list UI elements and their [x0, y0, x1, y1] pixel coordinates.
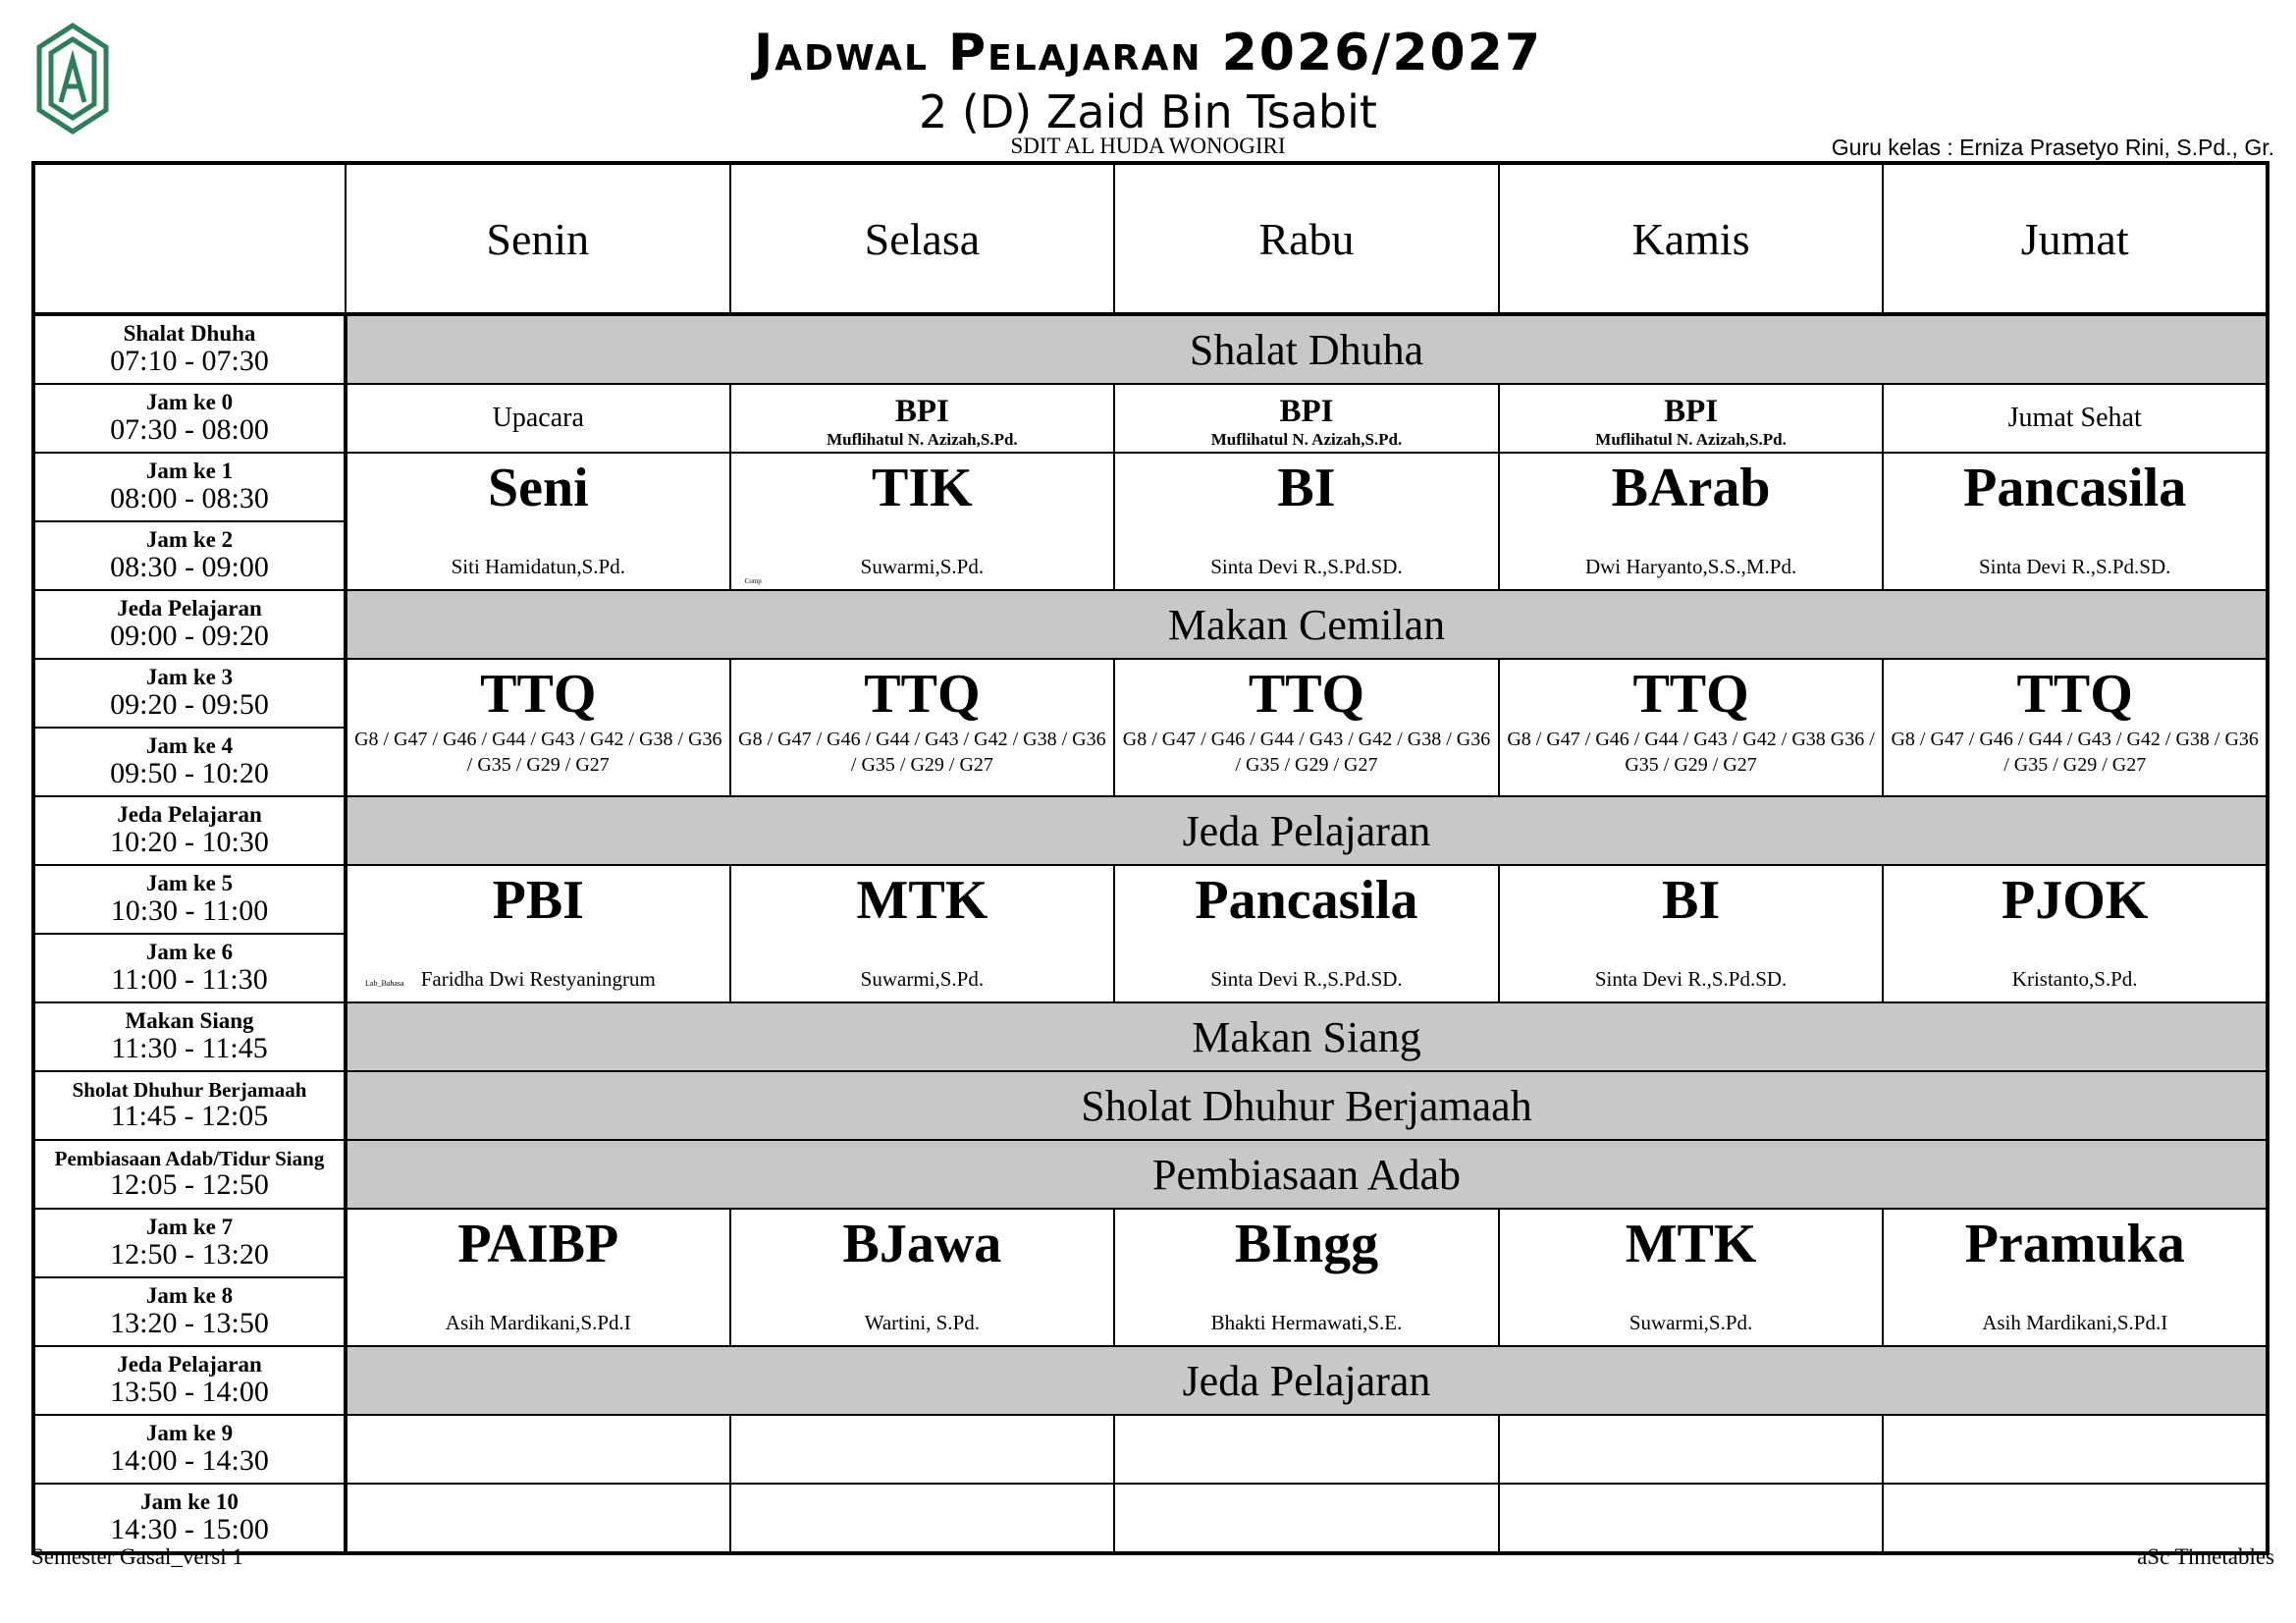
day-header-row: [33, 163, 2268, 314]
break-cell: Sholat Dhuhur Berjamaah: [346, 1071, 2268, 1140]
teacher-label: Muflihatul N. Azizah,S.Pd.: [827, 430, 1018, 449]
page-title: Jadwal Pelajaran 2026/2027: [753, 24, 1543, 82]
subject-label: BPI: [1664, 394, 1719, 429]
teacher-label: Sinta Devi R.,S.Pd.SD.: [1210, 967, 1403, 991]
lesson-cell: [1883, 384, 2268, 453]
lesson-cell: [346, 659, 730, 796]
teacher-label: Faridha Dwi Restyaningrum: [420, 967, 656, 991]
teacher-label: Wartini, S.Pd.: [864, 1311, 981, 1334]
lesson-cell: [346, 865, 730, 1002]
table-row: [33, 796, 2268, 865]
break-cell: Makan Siang: [346, 1002, 2268, 1071]
table-row: [33, 1071, 2268, 1140]
period-time: 07:10 - 07:30: [110, 345, 269, 378]
period-label: Jeda Pelajaran: [117, 802, 262, 828]
day-header: Kamis: [1499, 163, 1884, 314]
teacher-label: Dwi Haryanto,S.S.,M.Pd.: [1584, 555, 1797, 578]
groups-label: G8 / G47 / G46 / G44 / G43 / G42 / G38 / G36 / G35 / G29 / G27: [1891, 729, 2259, 776]
empty-cell: [1114, 1484, 1499, 1553]
lesson-cell: [730, 453, 1115, 590]
generator-credit: aSc Timetables: [2137, 1544, 2274, 1569]
teacher-label: Suwarmi,S.Pd.: [860, 555, 985, 578]
subject-label: BI: [1662, 870, 1721, 931]
period-time: 09:50 - 10:20: [110, 757, 269, 790]
groups-label: G8 / G47 / G46 / G44 / G43 / G42 / G38 / G36 / G35 / G29 / G27: [354, 729, 722, 776]
table-row: [33, 1140, 2268, 1209]
groups-label: G8 / G47 / G46 / G44 / G43 / G42 / G38 / G36 / G35 / G29 / G27: [1122, 729, 1491, 776]
table-row: [33, 659, 2268, 728]
teacher-label: Sinta Devi R.,S.Pd.SD.: [1210, 555, 1403, 578]
teacher-label: Sinta Devi R.,S.Pd.SD.: [1978, 555, 2171, 578]
period-time: 11:45 - 12:05: [110, 1100, 269, 1133]
table-row: [33, 384, 2268, 453]
lesson-cell: [1883, 865, 2268, 1002]
lesson-cell: [1114, 865, 1499, 1002]
period-label: Jeda Pelajaran: [117, 1352, 262, 1378]
teacher-label: Asih Mardikani,S.Pd.I: [445, 1311, 631, 1334]
teacher-label: Bhakti Hermawati,S.E.: [1210, 1311, 1403, 1334]
period-time: 13:50 - 14:00: [110, 1376, 269, 1409]
lesson-cell: [1114, 453, 1499, 590]
subject-label: MTK: [856, 870, 988, 931]
subject-label: TTQ: [480, 664, 597, 725]
subject-label: Pramuka: [1964, 1214, 2185, 1274]
time-cell: [33, 1484, 346, 1553]
break-cell: Jeda Pelajaran: [346, 796, 2268, 865]
subject-label: MTK: [1625, 1214, 1757, 1274]
period-label: Jam ke 5: [145, 871, 234, 896]
time-cell: [33, 590, 346, 659]
period-time: 12:50 - 13:20: [110, 1238, 269, 1271]
teacher-label: Asih Mardikani,S.Pd.I: [1982, 1311, 2168, 1334]
break-cell: Shalat Dhuha: [346, 314, 2268, 384]
time-cell: [33, 521, 346, 590]
teacher-label: Sinta Devi R.,S.Pd.SD.: [1594, 967, 1788, 991]
subject-label: Pancasila: [1963, 458, 2187, 518]
subject-label: TTQ: [864, 664, 981, 725]
subject-label: TTQ: [2016, 664, 2133, 725]
lesson-cell: [1114, 659, 1499, 796]
empty-cell: [346, 1415, 730, 1484]
table-row: [33, 453, 2268, 521]
teacher-label: Kristanto,S.Pd.: [2011, 967, 2138, 991]
period-time: 11:30 - 11:45: [111, 1032, 268, 1065]
period-label: Jam ke 9: [145, 1421, 234, 1446]
day-header: Jumat: [1883, 163, 2268, 314]
period-label: Jam ke 4: [145, 733, 234, 759]
time-cell: [33, 1209, 346, 1277]
time-cell: [33, 1346, 346, 1415]
lesson-cell: [730, 865, 1115, 1002]
lesson-cell: [1499, 1209, 1884, 1346]
subject-label: BIngg: [1234, 1214, 1379, 1274]
time-cell: [33, 1140, 346, 1209]
time-cell: [33, 314, 346, 384]
empty-cell: [1114, 1415, 1499, 1484]
lesson-cell: [730, 384, 1115, 453]
empty-cell: [346, 1484, 730, 1553]
table-row: [33, 1002, 2268, 1071]
break-cell: Pembiasaan Adab: [346, 1140, 2268, 1209]
period-time: 14:00 - 14:30: [110, 1444, 269, 1478]
subject-label: BPI: [1279, 394, 1334, 429]
time-cell: [33, 728, 346, 796]
homeroom-teacher: Guru kelas : Erniza Prasetyo Rini, S.Pd., Gr.: [1831, 135, 2274, 160]
empty-cell: [730, 1415, 1115, 1484]
lesson-cell: [1114, 1209, 1499, 1346]
time-cell: [33, 453, 346, 521]
table-row: [33, 1415, 2268, 1484]
timetable: [31, 161, 2269, 1555]
table-row: [33, 590, 2268, 659]
period-time: 07:30 - 08:00: [110, 413, 269, 447]
day-header: Senin: [346, 163, 730, 314]
period-time: 08:30 - 09:00: [110, 551, 269, 584]
table-row: [33, 1346, 2268, 1415]
empty-cell: [730, 1484, 1115, 1553]
period-label: Jam ke 1: [145, 459, 234, 484]
subject-label: TTQ: [1248, 664, 1365, 725]
subject-label: BPI: [894, 394, 949, 429]
subject-label: PBI: [492, 870, 584, 931]
time-cell: [33, 659, 346, 728]
period-label: Pembiasaan Adab/Tidur Siang: [54, 1147, 325, 1171]
subject-label: Seni: [487, 458, 589, 518]
lesson-cell: [1883, 453, 2268, 590]
room-label: Comp: [744, 577, 762, 585]
period-time: 10:20 - 10:30: [110, 826, 269, 859]
lesson-cell: [1883, 659, 2268, 796]
subject-label: Jumat Sehat: [2007, 403, 2142, 433]
teacher-label: Suwarmi,S.Pd.: [860, 967, 985, 991]
lesson-cell: [1114, 384, 1499, 453]
period-label: Sholat Dhuhur Berjamaah: [72, 1078, 307, 1103]
empty-cell: [1883, 1415, 2268, 1484]
teacher-label: Siti Hamidatun,S.Pd.: [451, 555, 625, 578]
subject-label: TTQ: [1632, 664, 1749, 725]
day-header: Rabu: [1114, 163, 1499, 314]
period-time: 08:00 - 08:30: [110, 482, 269, 515]
room-label: Lab_Bahasa: [365, 979, 404, 988]
lesson-cell: [346, 1209, 730, 1346]
period-label: Jam ke 6: [145, 940, 234, 965]
subject-label: PAIBP: [457, 1214, 619, 1274]
empty-cell: [1499, 1484, 1884, 1553]
time-cell: [33, 1277, 346, 1346]
period-label: Jam ke 2: [145, 527, 234, 553]
school-name: SDIT AL HUDA WONOGIRI: [1010, 134, 1286, 158]
lesson-cell: [730, 659, 1115, 796]
lesson-cell: [730, 1209, 1115, 1346]
groups-label: G8 / G47 / G46 / G44 / G43 / G42 / G38 / G36 / G35 / G29 / G27: [738, 729, 1106, 776]
teacher-label: Suwarmi,S.Pd.: [1629, 1311, 1753, 1334]
lesson-cell: [1499, 659, 1884, 796]
period-time: 13:20 - 13:50: [110, 1307, 269, 1340]
subject-label: BJawa: [842, 1214, 1002, 1274]
lesson-cell: [1499, 384, 1884, 453]
day-header: Selasa: [730, 163, 1115, 314]
break-cell: Makan Cemilan: [346, 590, 2268, 659]
subject-label: BI: [1277, 458, 1336, 518]
time-cell: [33, 1002, 346, 1071]
corner-cell: [33, 163, 346, 314]
period-time: 09:20 - 09:50: [110, 688, 269, 722]
period-time: 10:30 - 11:00: [110, 894, 269, 928]
table-row: [33, 865, 2268, 934]
subject-label: BArab: [1611, 458, 1771, 518]
period-label: Jam ke 3: [145, 665, 234, 690]
period-label: Shalat Dhuha: [123, 321, 256, 347]
lesson-cell: [1499, 453, 1884, 590]
period-time: 12:05 - 12:50: [110, 1168, 269, 1202]
subject-label: TIK: [872, 458, 973, 518]
empty-cell: [1883, 1484, 2268, 1553]
teacher-label: Muflihatul N. Azizah,S.Pd.: [1595, 430, 1787, 449]
lesson-cell: [346, 384, 730, 453]
period-label: Jam ke 10: [140, 1489, 239, 1515]
class-name: 2 (D) Zaid Bin Tsabit: [919, 85, 1377, 138]
period-label: Jam ke 7: [145, 1215, 234, 1240]
table-row: [33, 314, 2268, 384]
period-label: Jam ke 8: [145, 1283, 234, 1309]
lesson-cell: [1499, 865, 1884, 1002]
lesson-cell: [1883, 1209, 2268, 1346]
period-time: 14:30 - 15:00: [110, 1513, 269, 1546]
semester-version: Semester Gasal_versi 1: [31, 1544, 243, 1569]
subject-label: PJOK: [2002, 870, 2149, 931]
time-cell: [33, 1071, 346, 1140]
table-row: [33, 1484, 2268, 1553]
period-time: 11:00 - 11:30: [111, 963, 268, 997]
period-label: Jam ke 0: [145, 390, 234, 415]
period-label: Jeda Pelajaran: [117, 596, 262, 622]
period-label: Makan Siang: [125, 1008, 254, 1034]
empty-cell: [1499, 1415, 1884, 1484]
time-cell: [33, 934, 346, 1002]
time-cell: [33, 865, 346, 934]
teacher-label: Muflihatul N. Azizah,S.Pd.: [1210, 430, 1403, 449]
table-row: [33, 1209, 2268, 1277]
subject-label: Pancasila: [1195, 870, 1418, 931]
time-cell: [33, 384, 346, 453]
break-cell: Jeda Pelajaran: [346, 1346, 2268, 1415]
period-time: 09:00 - 09:20: [110, 620, 269, 653]
lesson-cell: [346, 453, 730, 590]
time-cell: [33, 1415, 346, 1484]
groups-label: G8 / G47 / G46 / G44 / G43 / G42 / G38 G36 / G35 / G29 / G27: [1507, 729, 1875, 776]
subject-label: Upacara: [492, 403, 584, 433]
time-cell: [33, 796, 346, 865]
